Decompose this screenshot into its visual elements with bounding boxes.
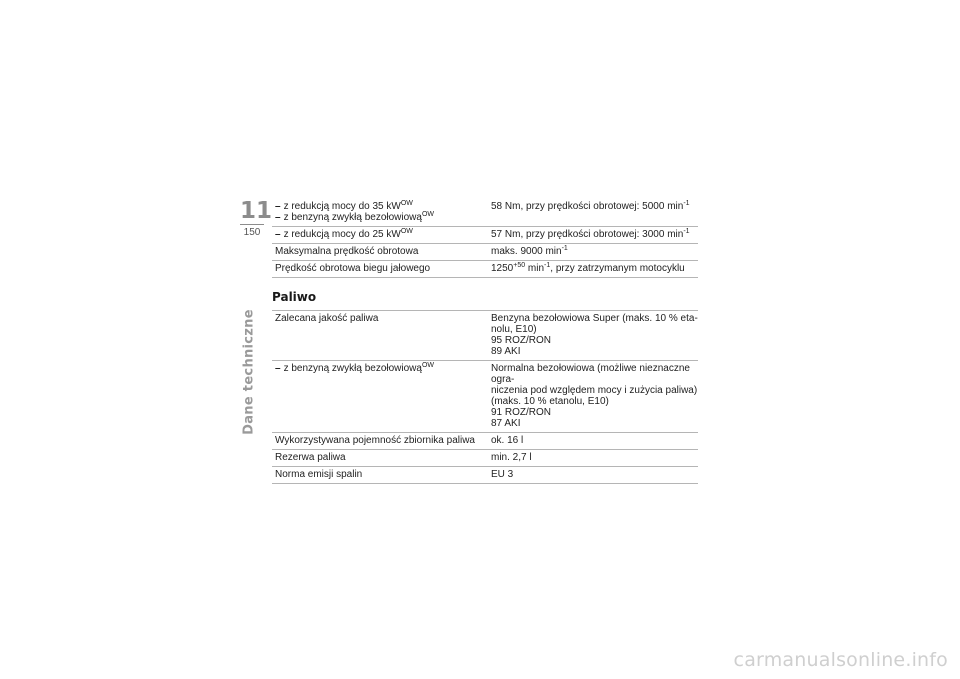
spec-value: [488, 311, 698, 361]
spec-key-line: [275, 212, 488, 223]
spec-value: [488, 361, 698, 433]
table-row: [272, 433, 698, 450]
spec-value-line: niczenia pod względem mocy i zużycia paliwa): [491, 385, 698, 396]
unit-exponent: -1: [544, 262, 551, 269]
table-row: [272, 261, 698, 278]
footnote-marker: OW: [421, 362, 435, 369]
tolerance-marker: +50: [513, 262, 526, 269]
spec-key: [272, 227, 488, 244]
chapter-number: 11: [240, 198, 273, 224]
spec-key: Rezerwa paliwa: [272, 450, 488, 467]
spec-key: Norma emisji spalin: [272, 467, 488, 484]
spec-value: [488, 199, 698, 227]
spec-key: Maksymalna prędkość obrotowa: [272, 244, 488, 261]
spec-value-text: maks. 9000 min: [491, 246, 562, 257]
table-row: [272, 450, 698, 467]
watermark: carmanualsonline.info: [733, 649, 948, 671]
spec-value-line: Normalna bezołowiowa (możliwe nieznaczne ogra-: [491, 363, 690, 385]
spec-value-line: nolu, E10): [491, 324, 537, 335]
spec-content: [272, 199, 698, 484]
spec-value-line: 91 ROZ/RON: [491, 407, 552, 418]
spec-key-text: z redukcją mocy do 25 kW: [283, 229, 401, 240]
dash-marker: –: [275, 363, 281, 374]
unit-exponent: -1: [683, 228, 690, 235]
table-row: [272, 227, 698, 244]
spec-value: [488, 261, 698, 278]
footnote-marker: OW: [400, 228, 413, 235]
spec-value-line: Benzyna bezołowiowa Super (maks. 10 % eta-: [491, 313, 698, 324]
spec-key-text: z redukcją mocy do 35 kW: [283, 201, 401, 212]
table-row: [272, 244, 698, 261]
spec-value-text: 57 Nm, przy prędkości obrotowej: 3000 min: [491, 229, 684, 240]
page-number: 150: [243, 227, 261, 238]
spec-key: Zalecana jakość paliwa: [272, 311, 488, 361]
spec-value: ok. 16 l: [488, 433, 698, 450]
footnote-marker: OW: [421, 211, 435, 218]
chapter-title: Dane techniczne: [241, 309, 257, 435]
spec-key: [272, 361, 488, 433]
footnote-marker: OW: [400, 200, 413, 207]
chapter-divider: [240, 224, 264, 225]
spec-key-text: z benzyną zwykłą bezołowiową: [283, 212, 422, 223]
spec-value-unit: min: [525, 263, 545, 274]
spec-value-suffix: , przy zatrzymanym motocyklu: [550, 263, 685, 274]
spec-value-text: 1250: [491, 263, 514, 274]
spec-key-text: z benzyną zwykłą bezołowiową: [283, 363, 422, 374]
table-row: [272, 199, 698, 227]
spec-value: min. 2,7 l: [488, 450, 698, 467]
spec-value-line: 89 AKI: [491, 346, 521, 357]
section-title: Paliwo: [272, 290, 317, 304]
unit-exponent: -1: [561, 245, 568, 252]
spec-value: [488, 244, 698, 261]
spec-key: [272, 199, 488, 227]
spec-value-line: 87 AKI: [491, 418, 521, 429]
dash-marker: –: [275, 201, 281, 212]
spec-value-line: 95 ROZ/RON: [491, 335, 552, 346]
fuel-table: [272, 310, 698, 484]
spec-key: Prędkość obrotowa biegu jałowego: [272, 261, 488, 278]
spec-key: Wykorzystywana pojemność zbiornika paliwa: [272, 433, 488, 450]
spec-value-line: (maks. 10 % etanolu, E10): [491, 396, 609, 407]
spec-value-text: 58 Nm, przy prędkości obrotowej: 5000 min: [491, 201, 684, 212]
torque-table: [272, 199, 698, 278]
table-row: [272, 311, 698, 361]
table-row: [272, 467, 698, 484]
spec-key-line: [275, 201, 488, 212]
spec-value: [488, 227, 698, 244]
dash-marker: –: [275, 212, 281, 223]
spec-key-line: [275, 229, 488, 240]
spec-value: EU 3: [488, 467, 698, 484]
dash-marker: –: [275, 229, 281, 240]
table-row: [272, 361, 698, 433]
unit-exponent: -1: [683, 200, 690, 207]
